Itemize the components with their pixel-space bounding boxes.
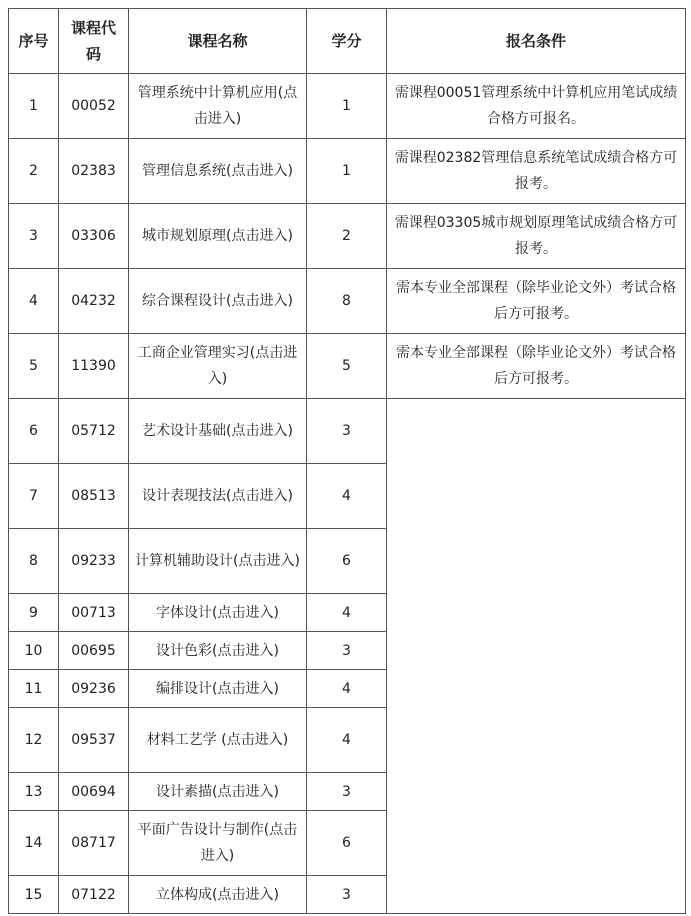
credit-cell: 3	[307, 876, 387, 914]
code-cell: 09236	[59, 670, 129, 708]
course-name-link[interactable]: 设计素描(点击进入)	[129, 773, 307, 811]
credit-cell: 4	[307, 464, 387, 529]
code-cell: 00713	[59, 594, 129, 632]
code-cell: 08513	[59, 464, 129, 529]
course-name-link[interactable]: 综合课程设计(点击进入)	[129, 269, 307, 334]
seq-cell: 9	[9, 594, 59, 632]
credit-cell: 5	[307, 334, 387, 399]
code-cell: 11390	[59, 334, 129, 399]
credit-cell: 3	[307, 399, 387, 464]
credit-cell: 4	[307, 708, 387, 773]
code-cell: 03306	[59, 204, 129, 269]
condition-cell: 需课程03305城市规划原理笔试成绩合格方可报考。	[387, 204, 686, 269]
table-row	[9, 139, 686, 204]
course-name-link[interactable]: 艺术设计基础(点击进入)	[129, 399, 307, 464]
credit-cell: 8	[307, 269, 387, 334]
table-header-row	[9, 9, 686, 74]
seq-cell: 15	[9, 876, 59, 914]
code-cell: 07122	[59, 876, 129, 914]
condition-cell: 需本专业全部课程（除毕业论文外）考试合格后方可报考。	[387, 269, 686, 334]
course-name-link[interactable]: 城市规划原理(点击进入)	[129, 204, 307, 269]
condition-cell: 需本专业全部课程（除毕业论文外）考试合格后方可报考。	[387, 334, 686, 399]
header-credit: 学分	[307, 9, 387, 74]
seq-cell: 7	[9, 464, 59, 529]
course-name-link[interactable]: 设计表现技法(点击进入)	[129, 464, 307, 529]
course-name-link[interactable]: 计算机辅助设计(点击进入)	[129, 529, 307, 594]
condition-cell: 需课程02382管理信息系统笔试成绩合格方可报考。	[387, 139, 686, 204]
seq-cell: 3	[9, 204, 59, 269]
seq-cell: 11	[9, 670, 59, 708]
course-name-link[interactable]: 管理信息系统(点击进入)	[129, 139, 307, 204]
table-row	[9, 399, 686, 464]
code-cell: 09537	[59, 708, 129, 773]
seq-cell: 2	[9, 139, 59, 204]
header-name: 课程名称	[129, 9, 307, 74]
credit-cell: 6	[307, 529, 387, 594]
credit-cell: 2	[307, 204, 387, 269]
table-row	[9, 74, 686, 139]
course-name-link[interactable]: 材料工艺学 (点击进入)	[129, 708, 307, 773]
course-name-link[interactable]: 工商企业管理实习(点击进入)	[129, 334, 307, 399]
header-condition: 报名条件	[387, 9, 686, 74]
code-cell: 00695	[59, 632, 129, 670]
table-row	[9, 334, 686, 399]
code-cell: 05712	[59, 399, 129, 464]
credit-cell: 1	[307, 139, 387, 204]
course-table	[8, 8, 686, 914]
table-row	[9, 269, 686, 334]
seq-cell: 12	[9, 708, 59, 773]
seq-cell: 14	[9, 811, 59, 876]
credit-cell: 3	[307, 773, 387, 811]
seq-cell: 10	[9, 632, 59, 670]
code-cell: 09233	[59, 529, 129, 594]
code-cell: 00052	[59, 74, 129, 139]
code-cell: 08717	[59, 811, 129, 876]
seq-cell: 6	[9, 399, 59, 464]
course-name-link[interactable]: 编排设计(点击进入)	[129, 670, 307, 708]
course-name-link[interactable]: 立体构成(点击进入)	[129, 876, 307, 914]
seq-cell: 5	[9, 334, 59, 399]
credit-cell: 6	[307, 811, 387, 876]
course-name-link[interactable]: 字体设计(点击进入)	[129, 594, 307, 632]
seq-cell: 1	[9, 74, 59, 139]
code-cell: 04232	[59, 269, 129, 334]
condition-cell: 需课程00051管理系统中计算机应用笔试成绩合格方可报名。	[387, 74, 686, 139]
condition-cell-empty	[387, 399, 686, 914]
credit-cell: 4	[307, 670, 387, 708]
seq-cell: 13	[9, 773, 59, 811]
credit-cell: 1	[307, 74, 387, 139]
code-cell: 00694	[59, 773, 129, 811]
course-name-link[interactable]: 管理系统中计算机应用(点击进入)	[129, 74, 307, 139]
course-name-link[interactable]: 设计色彩(点击进入)	[129, 632, 307, 670]
header-code: 课程代码	[59, 9, 129, 74]
table-row	[9, 204, 686, 269]
credit-cell: 4	[307, 594, 387, 632]
seq-cell: 4	[9, 269, 59, 334]
code-cell: 02383	[59, 139, 129, 204]
course-name-link[interactable]: 平面广告设计与制作(点击进入)	[129, 811, 307, 876]
credit-cell: 3	[307, 632, 387, 670]
seq-cell: 8	[9, 529, 59, 594]
header-seq: 序号	[9, 9, 59, 74]
